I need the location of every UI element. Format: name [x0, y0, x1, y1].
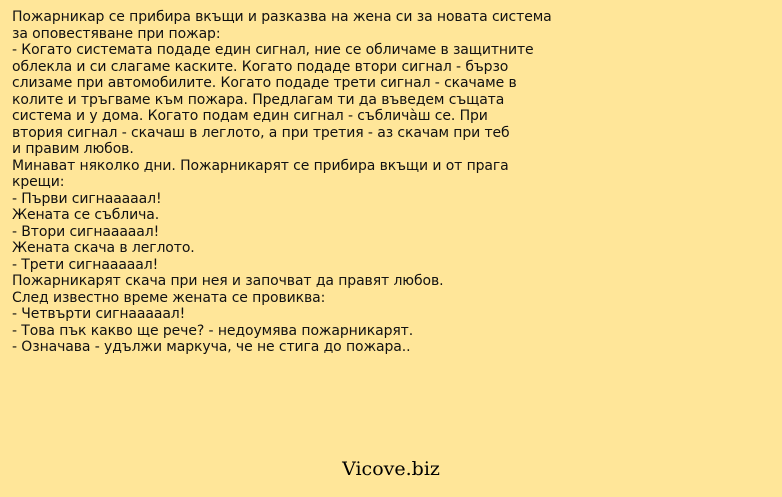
- joke-line: облекла и си слагаме каските. Когато подаде втори сигнал - бързо: [12, 58, 509, 75]
- joke-line: - Когато системата подаде един сигнал, ние се обличаме в защитните: [12, 42, 534, 58]
- joke-line: система и у дома. Когато подам един сигнал - съблича̀ш се. При: [12, 108, 488, 124]
- joke-line: - Втори сигнааааал!: [12, 223, 160, 240]
- joke-text: [12, 9, 572, 356]
- joke-line: и правим любов.: [12, 141, 134, 157]
- joke-line: - Това пък какво ще рече? - недоумява пожарникарят.: [12, 322, 414, 339]
- joke-line: Жената скача в леглото.: [12, 240, 195, 256]
- joke-line: Пожарникар се прибира вкъщи и разказва на жена си за новата система: [12, 9, 552, 25]
- joke-line: - Четвърти сигнааааал!: [12, 306, 186, 322]
- joke-line: за оповестяване при пожар:: [12, 25, 221, 42]
- joke-line: колите и тръгваме към пожара. Предлагам ти да въведем същата: [12, 91, 505, 108]
- joke-line: Жената се съблича.: [12, 207, 160, 223]
- site-footer: Vicove.biz: [342, 458, 440, 480]
- joke-line: крещи:: [12, 174, 65, 190]
- joke-line: Минават няколко дни. Пожарникарят се прибира вкъщи и от прага: [12, 157, 509, 174]
- joke-line: - Първи сигнааааал!: [12, 190, 162, 207]
- joke-line: - Означава - удължи маркуча, че не стига до пожара..: [12, 339, 411, 355]
- joke-line: втория сигнал - скачаш в леглото, а при третия - аз скачам при теб: [12, 124, 510, 141]
- joke-line: Пожарникарят скача при нея и започват да правят любов.: [12, 273, 444, 289]
- joke-line: слизаме при автомобилите. Когато подаде трети сигнал - скачаме в: [12, 75, 517, 91]
- joke-line: След известно време жената се провиква:: [12, 289, 326, 306]
- joke-line: - Трети сигнааааал!: [12, 256, 159, 273]
